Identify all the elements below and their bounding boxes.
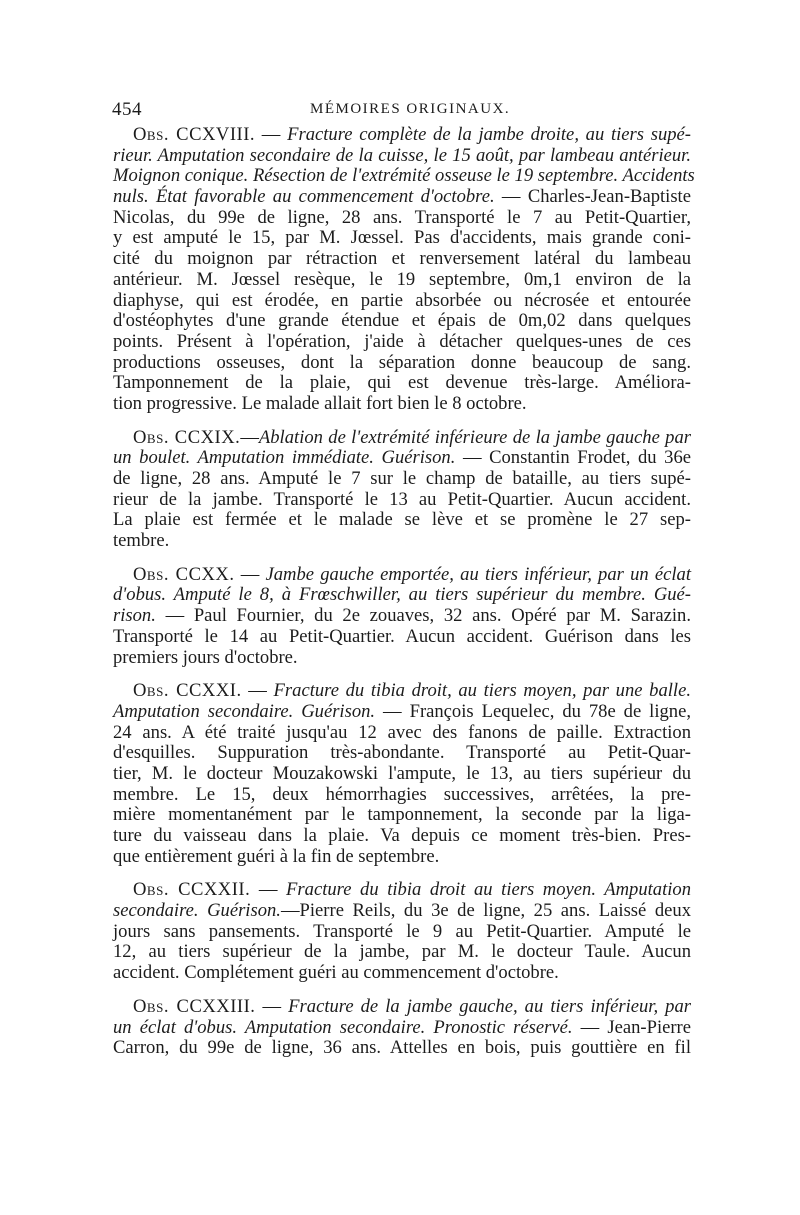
page-number: 454: [112, 99, 142, 120]
observation-heading-italic: Fracture de la jambe gauche, au tiers inférieur, par: [288, 995, 692, 1017]
text-segment: tier, M. le docteur Mouzakowski l'ampute, le 13, au tiers supérieur du: [113, 762, 691, 784]
observation-heading-italic: Fracture complète de la jambe droite, au tiers supé-: [287, 124, 692, 145]
text-line: [113, 997, 691, 1018]
text-segment: points. Présent à l'opération, j'aide à détacher quelques-unes de ces: [113, 330, 691, 352]
text-line: [113, 249, 691, 270]
text-line: [113, 165, 695, 187]
text-segment: La plaie est fermée et le malade se lève et se promène le 27 sep-: [113, 509, 691, 531]
text-segment: ture du vaisseau dans la plaie. Va depuis ce moment très-bien. Pres-: [113, 825, 691, 846]
text-segment: 12, au tiers supérieur de la jambe, par M. le docteur Taule. Aucun: [113, 941, 691, 963]
text-line: [113, 332, 691, 353]
text-segment: — Charles-Jean-Baptiste: [494, 186, 691, 208]
text-line: [113, 373, 691, 394]
observation-heading-italic: Fracture du tibia droit, au tiers moyen, par une balle.: [273, 680, 691, 702]
text-line: [113, 785, 691, 806]
observation-heading-italic: Moignon conique. Résection de l'extrémité osseuse le 19 septembre. Accidents: [113, 165, 695, 187]
text-segment: antérieur. M. Jœssel resèque, le 19 septembre, 0m,1 environ de la: [113, 268, 691, 290]
observation-label: Obs. CCXXIII.: [133, 995, 256, 1017]
text-segment: de ligne, 28 ans. Amputé le 7 sur le champ de bataille, au tiers supé-: [113, 468, 691, 489]
text-line: [113, 270, 691, 291]
observation-heading-italic: rieur. Amputation secondaire de la cuisse, le 15 août, par lambeau antérieur.: [113, 144, 691, 166]
text-line: [113, 743, 691, 764]
text-line: [113, 565, 691, 586]
text-segment: Nicolas, du 99e de ligne, 28 ans. Transporté le 7 au Petit-Quartier,: [113, 206, 691, 228]
text-segment: diaphyse, qui est érodée, en partie absorbée ou nécrosée et entourée: [113, 289, 691, 311]
text-segment: Tamponnement de la plaie, qui est devenue très-large. Améliora-: [113, 372, 691, 394]
text-line: [113, 585, 691, 606]
observation-heading-italic: Fracture du tibia droit au tiers moyen. Amputation: [286, 879, 692, 901]
text-line: [113, 606, 691, 627]
text-line: [113, 826, 691, 847]
text-line: [113, 490, 691, 511]
observation-heading-italic: un boulet. Amputation immédiate. Guérison.: [113, 447, 456, 469]
text-segment: —Pierre Reils, du 3e de ligne, 25 ans. Laissé deux: [280, 900, 691, 922]
observation-label: Obs. CCXVIII.: [133, 124, 256, 145]
text-line: [113, 963, 691, 984]
observation-paragraph: [113, 124, 695, 415]
text-segment: cité du moignon par rétraction et renversement latéral du lambeau: [113, 248, 691, 270]
text-line: [113, 510, 691, 531]
text-line: [113, 228, 691, 249]
text-segment: d'esquilles. Suppuration très-abondante. Transporté au Petit-Quar-: [113, 742, 691, 764]
observation-paragraph: [113, 428, 691, 552]
text-line: [113, 125, 691, 146]
running-title: MÉMOIRES ORIGINAUX.: [310, 101, 511, 117]
observation-paragraph: [113, 565, 691, 668]
text-line: [113, 681, 691, 702]
text-line: [113, 627, 691, 648]
text-segment: Transporté le 14 au Petit-Quartier. Aucun accident. Guérison dans les: [113, 625, 691, 647]
text-line: [113, 847, 691, 868]
text-segment: —: [255, 995, 289, 1017]
observation-paragraph: [113, 880, 691, 983]
text-segment: —: [240, 426, 259, 448]
text-segment: — Paul Fournier, du 2e zouaves, 32 ans. Opéré par M. Sarazin.: [155, 605, 691, 627]
observation-label: Obs. CCXX.: [133, 563, 235, 585]
text-segment: accident. Complétement guéri au commencement d'octobre.: [113, 962, 559, 984]
text-segment: — Jean-Pierre: [572, 1016, 691, 1038]
text-line: [113, 448, 691, 469]
text-segment: premiers jours d'octobre.: [113, 646, 298, 668]
observation-label: Obs. CCXIX.: [133, 426, 241, 448]
text-segment: —: [234, 563, 266, 585]
text-segment: —: [241, 680, 274, 702]
text-line: [113, 805, 691, 826]
text-segment: productions osseuses, dont la séparation donne beaucoup de sang.: [113, 351, 691, 373]
text-segment: — François Lequelec, du 78e de ligne,: [375, 700, 692, 722]
text-line: [113, 1018, 691, 1039]
text-line: [113, 922, 691, 943]
text-segment: Carron, du 99e de ligne, 36 ans. Attelles en bois, puis gouttière en fil: [113, 1037, 691, 1059]
text-line: [113, 880, 691, 901]
text-line: [113, 311, 691, 332]
text-line: [113, 1038, 691, 1059]
observation-heading-italic: nuls. État favorable au commencement d'octobre.: [113, 186, 495, 208]
text-line: [113, 901, 691, 922]
observation-paragraph: [113, 681, 691, 867]
text-line: [113, 208, 691, 229]
observation-heading-italic: secondaire. Guérison.: [113, 900, 281, 922]
observation-heading-italic: rison.: [113, 605, 156, 627]
text-line: [113, 146, 691, 167]
text-line: [113, 764, 691, 785]
page-header: [112, 99, 692, 123]
text-line: [113, 648, 691, 669]
observation-label: Obs. CCXXII.: [133, 879, 251, 901]
text-line: [113, 942, 691, 963]
text-line: [113, 394, 691, 415]
text-segment: tembre.: [113, 530, 170, 552]
text-segment: mière momentanément par le tamponnement, la seconde par la liga-: [113, 804, 691, 826]
text-segment: — Constantin Frodet, du 36e: [455, 447, 692, 469]
observation-heading-italic: un éclat d'obus. Amputation secondaire. Pronostic réservé.: [113, 1016, 573, 1038]
observation-heading-italic: Ablation de l'extrémité inférieure de la jambe gauche par: [258, 426, 691, 448]
text-line: [113, 187, 691, 208]
text-segment: 24 ans. A été traité jusqu'au 12 avec des fanons de paille. Extraction: [113, 721, 691, 743]
text-line: [113, 531, 691, 552]
text-line: [113, 702, 691, 723]
text-line: [113, 723, 691, 744]
text-segment: membre. Le 15, deux hémorrhagies successives, arrêtées, la pre-: [113, 783, 691, 805]
text-segment: que entièrement guéri à la fin de septembre.: [113, 845, 440, 867]
observation-label: Obs. CCXXI.: [133, 680, 242, 702]
observation-heading-italic: Jambe gauche emportée, au tiers inférieur, par un éclat: [265, 563, 692, 585]
observation-paragraph: [113, 997, 691, 1059]
observation-heading-italic: d'obus. Amputé le 8, à Frœschwiller, au tiers supérieur du membre. Gué-: [113, 584, 691, 606]
text-segment: d'ostéophytes d'une grande étendue et épais de 0m,02 dans quelques: [113, 310, 691, 332]
text-segment: y est amputé le 15, par M. Jœssel. Pas d'accidents, mais grande coni-: [113, 227, 691, 249]
text-segment: —: [255, 124, 288, 145]
text-segment: —: [250, 879, 287, 901]
text-segment: tion progressive. Le malade allait fort bien le 8 octobre.: [113, 392, 527, 414]
observation-heading-italic: Amputation secondaire. Guérison.: [113, 700, 376, 722]
text-line: [113, 291, 691, 312]
text-line: [113, 428, 691, 449]
text-segment: jours sans pansements. Transporté le 9 au Petit-Quartier. Amputé le: [113, 920, 691, 942]
text-segment: rieur de la jambe. Transporté le 13 au Petit-Quartier. Aucun accident.: [113, 488, 691, 510]
document-body: [113, 124, 695, 1072]
text-line: [113, 469, 691, 490]
text-line: [113, 353, 691, 374]
